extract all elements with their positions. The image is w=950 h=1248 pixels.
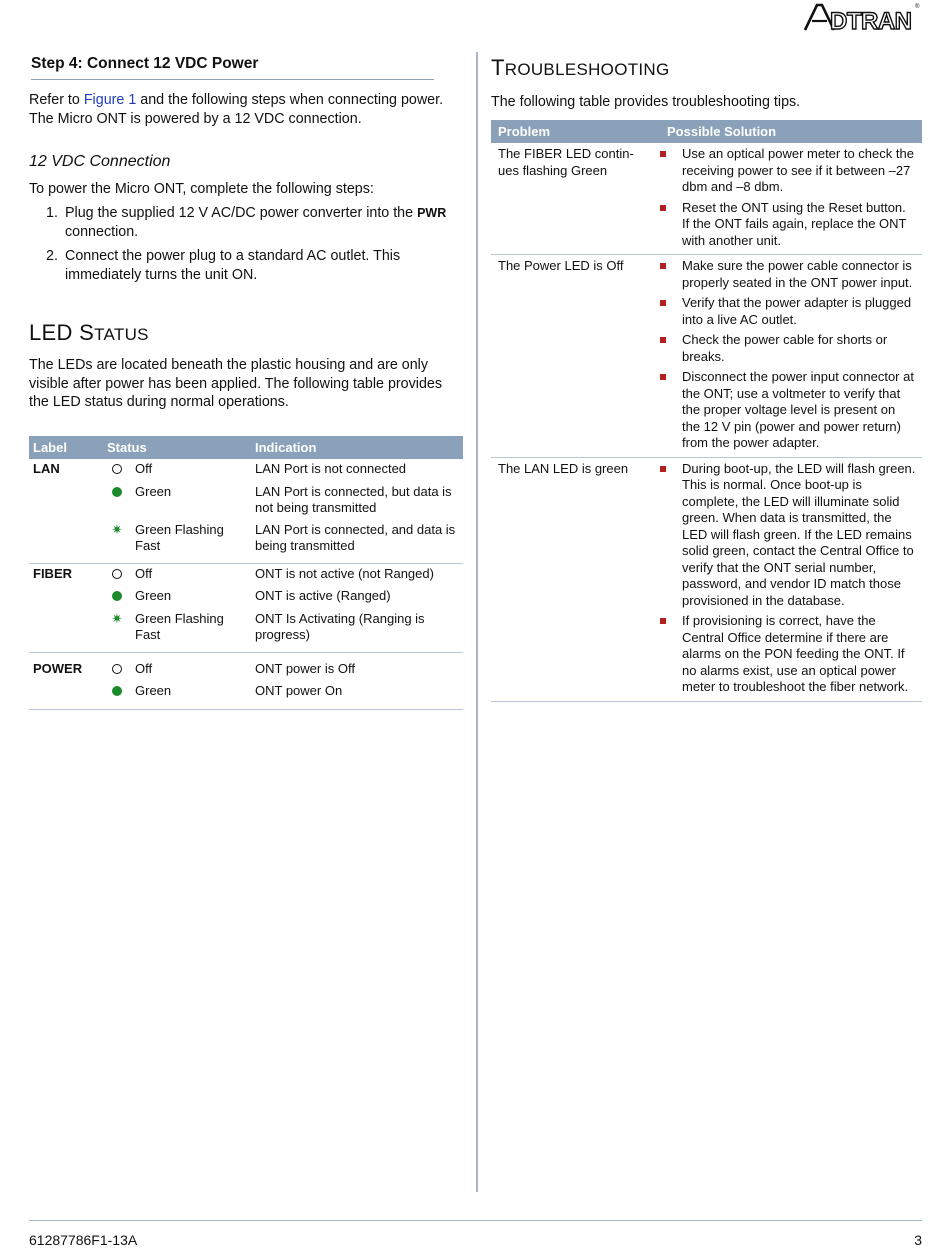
intro-text-pre: Refer to	[29, 92, 84, 108]
table-row: Green ONT power On	[29, 681, 463, 709]
svg-text:®: ®	[915, 4, 920, 10]
intro-text-post: and the following steps when connecting power. The Micro ONT is powered by a 12 VDC connection.	[29, 92, 444, 127]
led-status-title: LED STATUS	[29, 320, 149, 345]
solution-item: Disconnect the power input connector at the ONT; use a voltmeter to verify that the proper voltage level is present on the 12 V pin (power and power return) from the power adapter.	[654, 369, 916, 452]
solution-item: If provisioning is correct, have the Central Office determine if there are alarms on the PON feeding the ONT. If no alarms exist, use an optical power meter to troubleshoot the fiber network.	[654, 613, 916, 696]
bullet-icon	[660, 337, 666, 343]
table-row: ✷ Green Flashing Fast ONT Is Activating (Ranging is progress)	[29, 609, 463, 653]
led-flash-icon: ✷	[111, 521, 123, 537]
solution-cell	[647, 457, 922, 701]
column-divider	[476, 52, 478, 1192]
table-row: POWER Off ONT power is Off	[29, 652, 463, 681]
led-status-table	[29, 436, 463, 710]
table-row: FIBER Off ONT is not active (not Ranged)	[29, 563, 463, 586]
solution-item: Use an optical power meter to check the receiving power to see if it between –27 dbm and –8 dbm.	[654, 146, 916, 196]
table-row	[491, 255, 922, 458]
bullet-icon	[660, 151, 666, 157]
bullet-icon	[660, 300, 666, 306]
step-item: 1. Plug the supplied 12 V AC/DC power converter into the PWR connection.	[46, 205, 447, 240]
solution-item: Make sure the power cable connector is properly seated in the ONT power input.	[654, 258, 916, 291]
led-on-icon	[112, 686, 122, 696]
troubleshooting-table	[491, 120, 922, 702]
vdc-connection-subhead: 12 VDC Connection	[29, 153, 171, 170]
led-off-icon	[112, 664, 122, 674]
bullet-icon	[660, 374, 666, 380]
problem-cell: The Power LED is Off	[491, 255, 647, 458]
bullet-icon	[660, 205, 666, 211]
led-off-icon	[112, 569, 122, 579]
svg-text:DTRAN: DTRAN	[830, 8, 912, 32]
led-on-icon	[112, 591, 122, 601]
col-label: Label	[29, 436, 103, 459]
col-status: Status	[103, 436, 251, 459]
col-problem: Problem	[491, 120, 647, 143]
bullet-icon	[660, 466, 666, 472]
led-intro: The LEDs are located beneath the plastic housing and are only visible after power has been applied. The following table provides the LED status during normal operations.	[29, 357, 443, 410]
adtran-logo	[803, 2, 921, 32]
table-row: ✷ Green Flashing Fast LAN Port is connected, and data is being transmitted	[29, 520, 463, 564]
led-label: FIBER	[33, 565, 72, 581]
solution-item: During boot-up, the LED will flash green. This is normal. Once boot-up is complete, the LED will illuminate solid green. When data is transmitted, the LED will flash green. If the LED remains solid green, contact the Central Office to verify that the ONT serial number, password, and vendor ID match those provisioned in the database.	[654, 461, 916, 610]
problem-cell: The FIBER LED contin-ues flashing Green	[491, 143, 647, 255]
solution-item: Check the power cable for shorts or breaks.	[654, 332, 916, 365]
col-indication: Indication	[251, 436, 463, 459]
footer-rule	[29, 1220, 922, 1221]
table-row: Green LAN Port is connected, but data is not being transmitted	[29, 482, 463, 520]
table-row: LAN Off LAN Port is not connected	[29, 459, 463, 482]
col-solution: Possible Solution	[647, 120, 922, 143]
power-steps	[29, 204, 463, 284]
solution-item: Reset the ONT using the Reset button. If the ONT fails again, replace the ONT with another unit.	[654, 200, 916, 250]
step-heading: Step 4: Connect 12 VDC Power	[31, 55, 434, 80]
led-flash-icon: ✷	[111, 610, 123, 626]
step-item: 2. Connect the power plug to a standard AC outlet. This immediately turns the unit ON.	[46, 248, 401, 283]
led-off-icon	[112, 464, 122, 474]
solution-cell	[647, 255, 922, 458]
table-row	[491, 143, 922, 255]
troubleshooting-intro: The following table provides troubleshooting tips.	[491, 94, 801, 110]
led-label: LAN	[33, 461, 60, 476]
table-row: Green ONT is active (Ranged)	[29, 586, 463, 609]
table-row	[491, 457, 922, 701]
solution-item: Verify that the power adapter is plugged into a live AC outlet.	[654, 295, 916, 328]
bullet-icon	[660, 618, 666, 624]
solution-cell	[647, 143, 922, 255]
troubleshooting-title: TROUBLESHOOTING	[491, 55, 670, 80]
document-number: 61287786F1-13A	[29, 1232, 138, 1248]
led-label: POWER	[33, 660, 83, 676]
bullet-icon	[660, 263, 666, 269]
pwr-label: PWR	[417, 206, 447, 220]
page-number: 3	[914, 1232, 922, 1248]
problem-cell: The LAN LED is green	[491, 457, 647, 701]
led-on-icon	[112, 487, 122, 497]
figure-link[interactable]: Figure 1	[83, 92, 137, 108]
power-intro	[29, 91, 463, 128]
steps-intro: To power the Micro ONT, complete the following steps:	[29, 181, 374, 197]
